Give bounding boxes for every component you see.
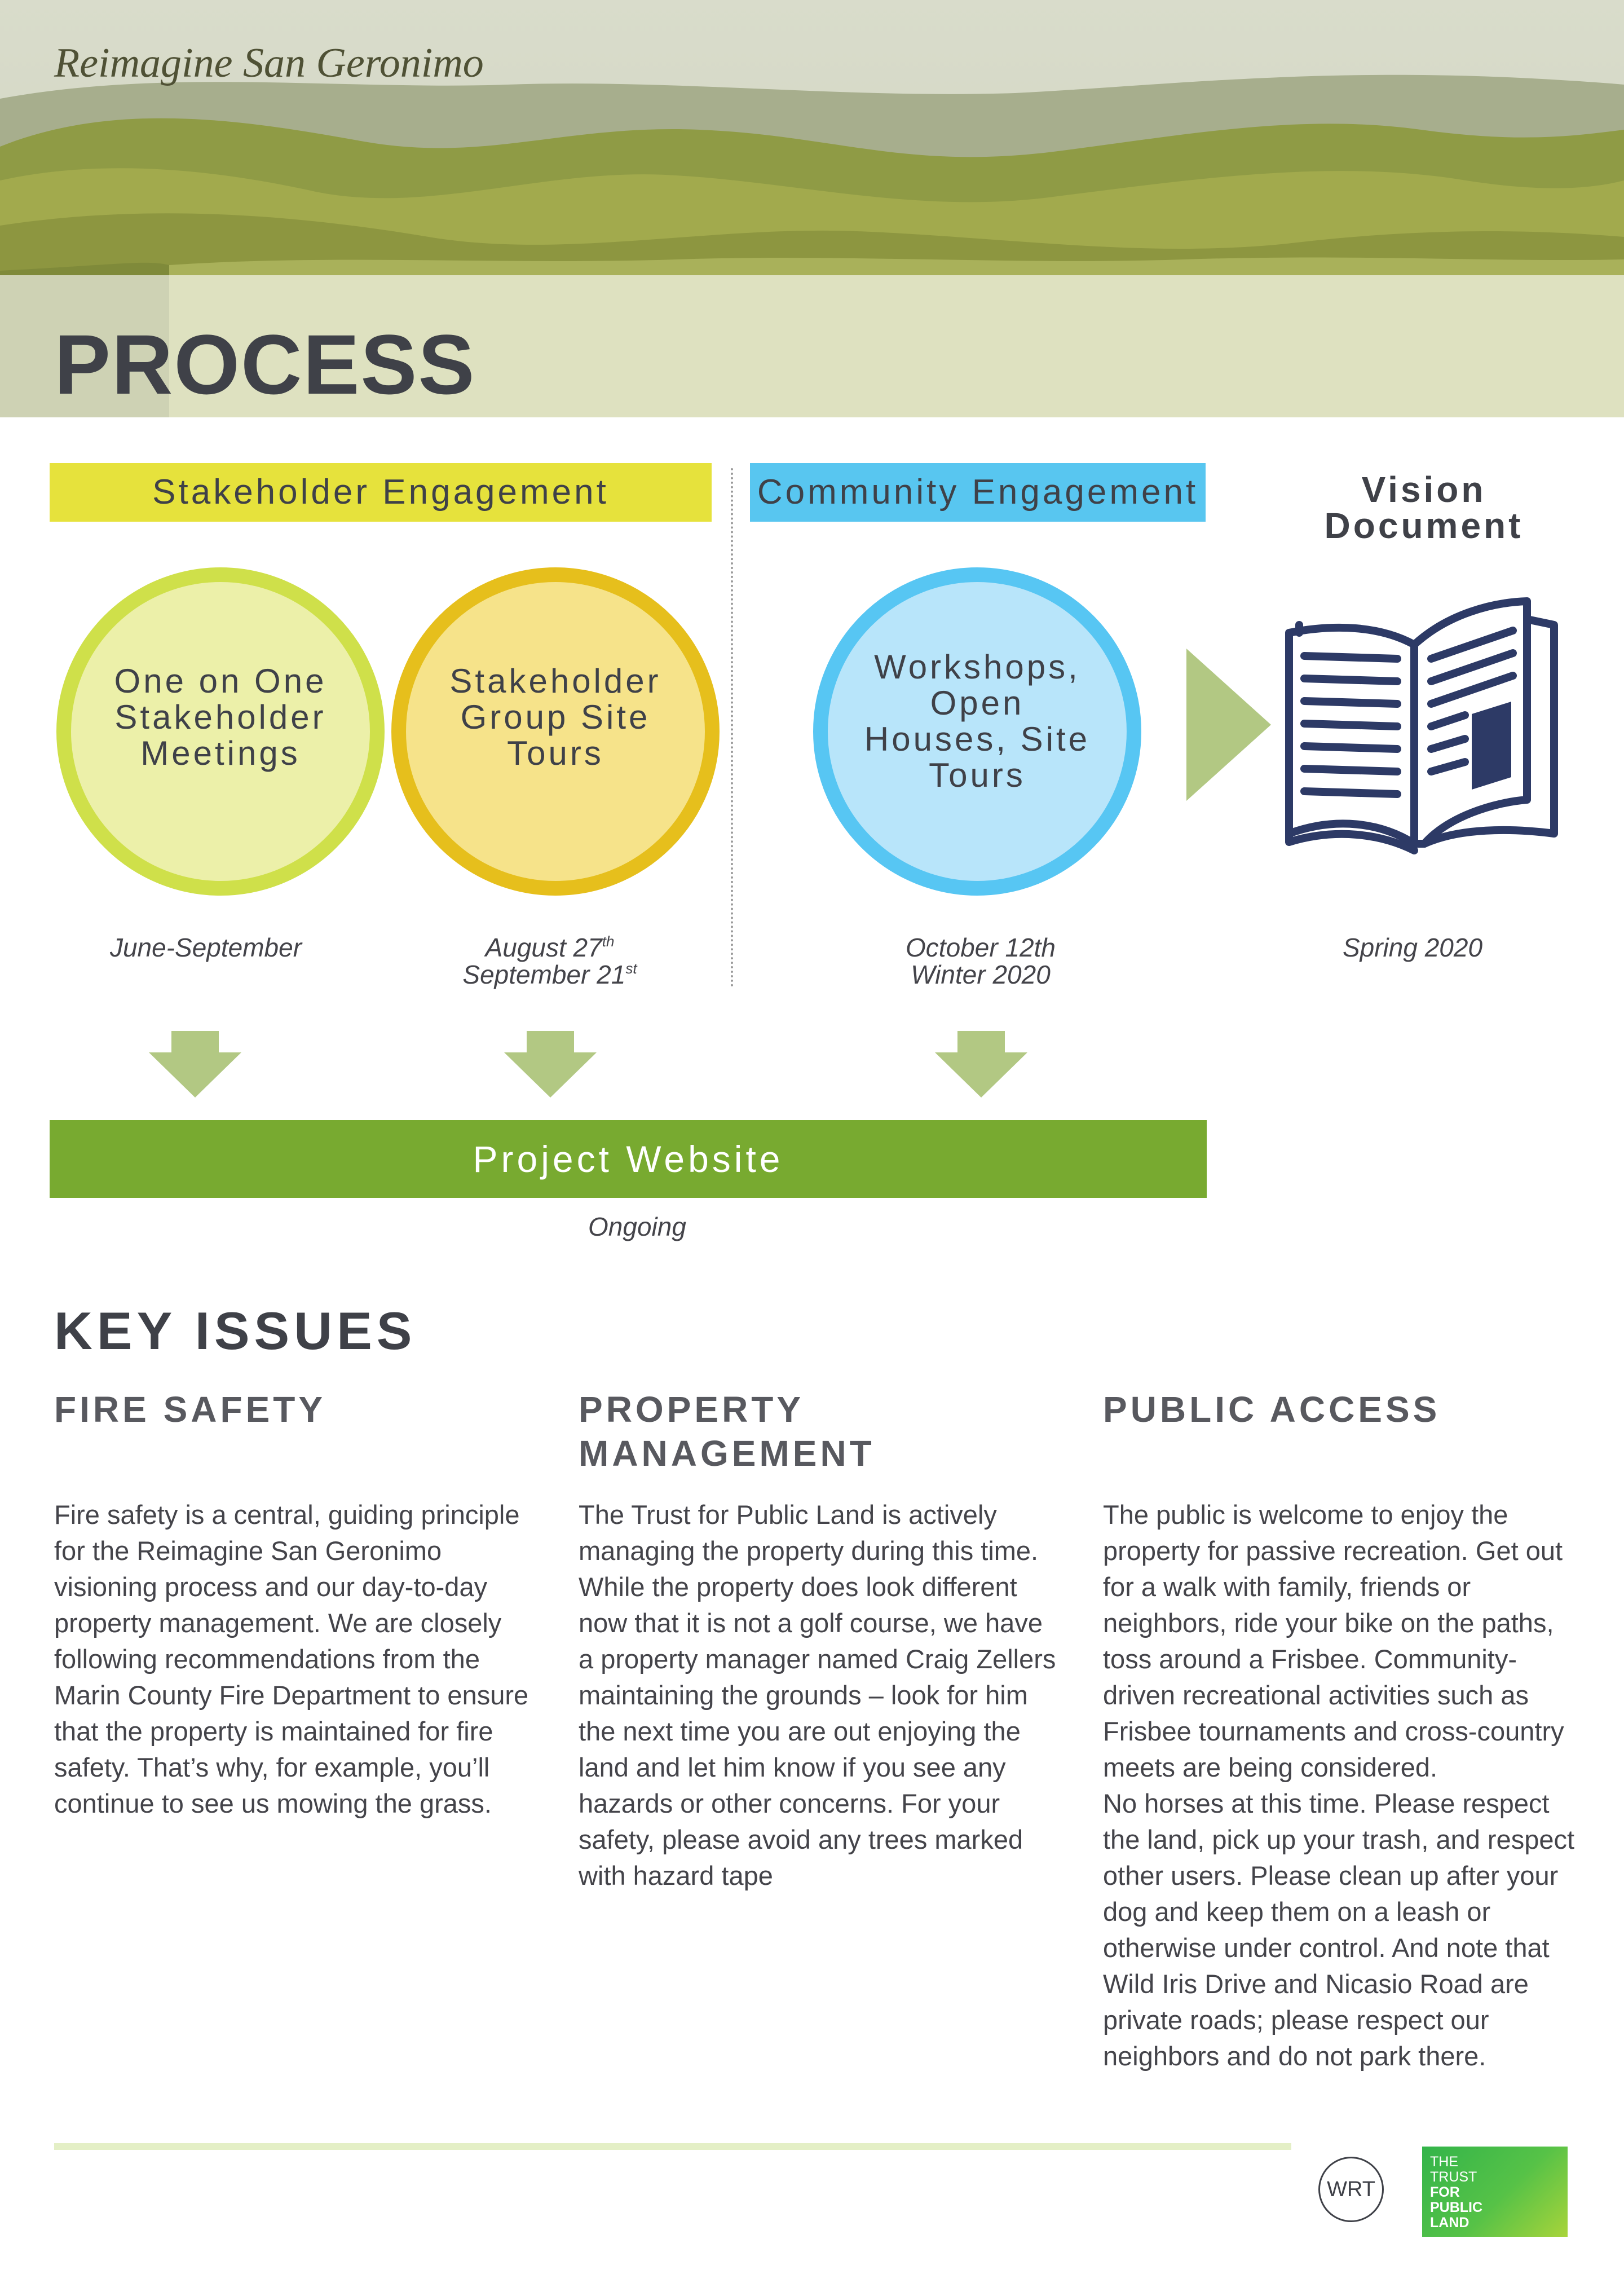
circle-label-line: Group Site bbox=[460, 698, 651, 736]
arrow-down-icon bbox=[935, 1031, 1027, 1098]
logo-line: PUBLIC bbox=[1430, 2200, 1483, 2215]
footer-divider bbox=[54, 2143, 1291, 2150]
stakeholder-engagement-band: Stakeholder Engagement bbox=[50, 463, 712, 522]
vision-title-line: Document bbox=[1324, 505, 1524, 546]
ongoing-label: Ongoing bbox=[588, 1212, 686, 1241]
circle-label-line: Tours bbox=[929, 756, 1026, 794]
community-engagement-band: Community Engagement bbox=[750, 463, 1206, 522]
circle-label-line: Houses, Site bbox=[864, 720, 1091, 758]
date-august-september bbox=[412, 934, 688, 988]
phase-divider bbox=[731, 468, 733, 987]
date-line: October 12th bbox=[906, 933, 1056, 962]
paragraph: No horses at this time. Please respect the land, pick up your trash, and respect other users. Please clean up after your dog and keep them on a leash or otherwise under control. And note that Wild Iris Drive and Nicasio Road are private roads; please respect our neighbors and do not park there. bbox=[1103, 1788, 1575, 2071]
circle-label bbox=[864, 649, 1090, 794]
circle-label-line: Open bbox=[930, 684, 1025, 722]
circle-label bbox=[114, 663, 327, 772]
key-issues-title: KEY ISSUES bbox=[54, 1301, 417, 1360]
date-text: August 27 bbox=[485, 933, 602, 962]
logo-line: THE bbox=[1430, 2154, 1458, 2170]
arrow-right-icon bbox=[1186, 649, 1271, 801]
vision-document-title bbox=[1257, 471, 1590, 544]
arrow-down-icon bbox=[149, 1031, 241, 1098]
circle-label-line: Stakeholder bbox=[449, 662, 661, 700]
paragraph: The public is welcome to enjoy the property for passive recreation. Get out for a walk with family, friends or neighbors, ride your bike on the paths, toss around a Frisbee. Community-driven recreational activities such as Frisbee tournaments and cross-country meets are being considered. bbox=[1103, 1500, 1564, 1782]
fire-safety-body: Fire safety is a central, guiding principle for the Reimagine San Geronimo visioning process and our day-to-day property management. We are closely following recommendations from the Marin County Fire Department to ensure that the property is maintained for fire safety. That’s why, for example, you’ll continue to see us mowing the grass. bbox=[54, 1500, 529, 1818]
public-access-heading: PUBLIC ACCESS bbox=[1103, 1389, 1441, 1430]
ordinal-suffix: st bbox=[625, 960, 637, 977]
date-line bbox=[412, 934, 688, 961]
trust-for-public-land-logo bbox=[1422, 2147, 1568, 2237]
heading-line: PROPERTY bbox=[579, 1389, 805, 1430]
group-site-tours-circle bbox=[391, 567, 720, 896]
property-management-body: The Trust for Public Land is actively managing the property during this time. While the property does look different now that it is not a golf course, we have a property manager named Craig Zellers maintaining the grounds – look for him the next time you are out enjoying the land and let him know if you see any hazards or other concerns. For your safety, please avoid any trees marked with hazard tape bbox=[579, 1500, 1056, 1890]
circle-label-line: Stakeholder bbox=[114, 698, 326, 736]
heading-line: MANAGEMENT bbox=[579, 1433, 875, 1474]
wrt-logo: WRT bbox=[1318, 2157, 1384, 2222]
page-title: PROCESS bbox=[54, 317, 476, 412]
public-access-body bbox=[1103, 1497, 1588, 2074]
logo-line: FOR bbox=[1430, 2184, 1460, 2200]
fire-safety-heading: FIRE SAFETY bbox=[54, 1389, 326, 1430]
date-text: September 21 bbox=[462, 960, 626, 989]
date-line: Winter 2020 bbox=[911, 960, 1051, 989]
workshops-circle bbox=[813, 567, 1141, 896]
date-october-winter bbox=[842, 934, 1119, 988]
vision-title-line: Vision bbox=[1361, 469, 1486, 510]
one-on-one-meetings-circle bbox=[56, 567, 385, 896]
open-book-icon bbox=[1279, 591, 1564, 862]
logo-line: TRUST bbox=[1430, 2169, 1477, 2185]
date-spring-2020: Spring 2020 bbox=[1342, 933, 1483, 962]
property-management-heading bbox=[579, 1387, 1041, 1475]
brand-title: Reimagine San Geronimo bbox=[54, 40, 484, 86]
project-website-bar: Project Website bbox=[50, 1120, 1207, 1198]
arrow-down-icon bbox=[504, 1031, 597, 1098]
circle-label-line: Workshops, bbox=[874, 648, 1080, 686]
circle-label bbox=[449, 663, 661, 772]
circle-label-line: One on One bbox=[114, 662, 327, 700]
logo-text bbox=[1430, 2154, 1482, 2231]
circle-label-line: Tours bbox=[507, 734, 604, 772]
date-june-september: June-September bbox=[109, 933, 302, 962]
date-line bbox=[412, 961, 688, 988]
ordinal-suffix: th bbox=[602, 933, 615, 950]
logo-line: LAND bbox=[1430, 2215, 1469, 2231]
circle-label-line: Meetings bbox=[140, 734, 301, 772]
